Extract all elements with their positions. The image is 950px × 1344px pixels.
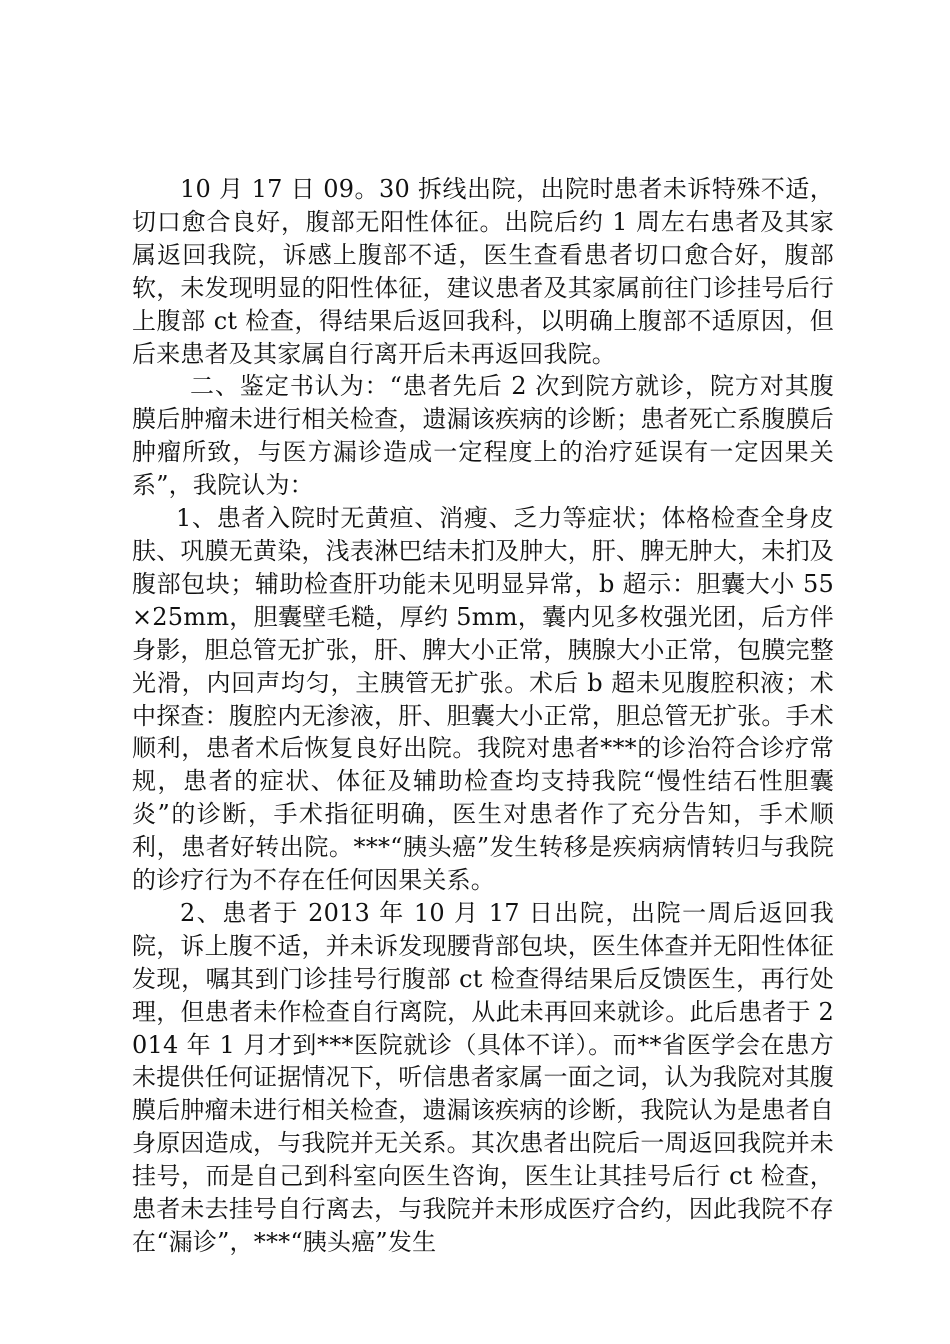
paragraph-point-2: 2、患者于 2013 年 10 月 17 日出院，出院一周后返回我院，诉上腹不适，并未诉发现腰背部包块，医生体查并无阳性体征发现，嘱其到门诊挂号行腹部 ct 检查得结果后反馈医生，再行处理，但患者未作检查自行离院，从此未再回来就诊。此后患者于 2014 年 1 月才到***医院就诊（具体不详）。而**省医学会在患方未提供任何证据情况下，听信患者家属一面之词，认为我院对其腹膜后肿瘤未进行相关检查，遗漏该疾病的诊断，我院认为是患者自身原因造成，与我院并无关系。其次患者出院后一周返回我院并未挂号，而是自己到科室向医生咨询，医生让其挂号后行 ct 检查，患者未去挂号自行离去，与我院并未形成医疗合约，因此我院不存在“漏诊”，***“胰头癌”发生	[132, 898, 834, 1256]
paragraph-discharge-summary: 10 月 17 日 09。30 拆线出院，出院时患者未诉特殊不适，切口愈合良好，腹部无阳性体征。出院后约 1 周左右患者及其家属返回我院，诉感上腹部不适，医生查看患者切口愈合好，腹部软，未发现明显的阳性体征，建议患者及其家属前往门诊挂号后行上腹部 ct 检查，得结果后返回我科，以明确上腹部不适原因，但后来患者及其家属自行离开后未再返回我院。	[132, 175, 834, 368]
document-body	[132, 173, 834, 1259]
paragraph-point-1: 1、患者入院时无黄疸、消瘦、乏力等症状；体格检查全身皮肤、巩膜无黄染，浅表淋巴结未扪及肿大，肝、脾无肿大，未扪及腹部包块；辅助检查肝功能未见明显异常，b 超示：胆囊大小 55×25mm，胆囊壁毛糙，厚约 5mm，囊内见多枚强光团，后方伴身影，胆总管无扩张，肝、脾大小正常，胰腺大小正常，包膜完整光滑，内回声均匀，主胰管无扩张。术后 b 超未见腹腔积液；术中探查：腹腔内无渗液，肝、胆囊大小正常，胆总管无扩张。手术顺利，患者术后恢复良好出院。我院对患者***的诊治符合诊疗常规，患者的症状、体征及辅助检查均支持我院“慢性结石性胆囊炎”的诊断，手术指征明确，医生对患者作了充分告知，手术顺利，患者好转出院。***“胰头癌”发生转移是疾病病情转归与我院的诊疗行为不存在任何因果关系。	[132, 504, 834, 895]
paragraph-appraisal-opinion: 二、鉴定书认为：“患者先后 2 次到院方就诊，院方对其腹膜后肿瘤未进行相关检查，遗漏该疾病的诊断；患者死亡系腹膜后肿瘤所致，与医方漏诊造成一定程度上的治疗延误有一定因果关系”，我院认为：	[132, 372, 834, 500]
